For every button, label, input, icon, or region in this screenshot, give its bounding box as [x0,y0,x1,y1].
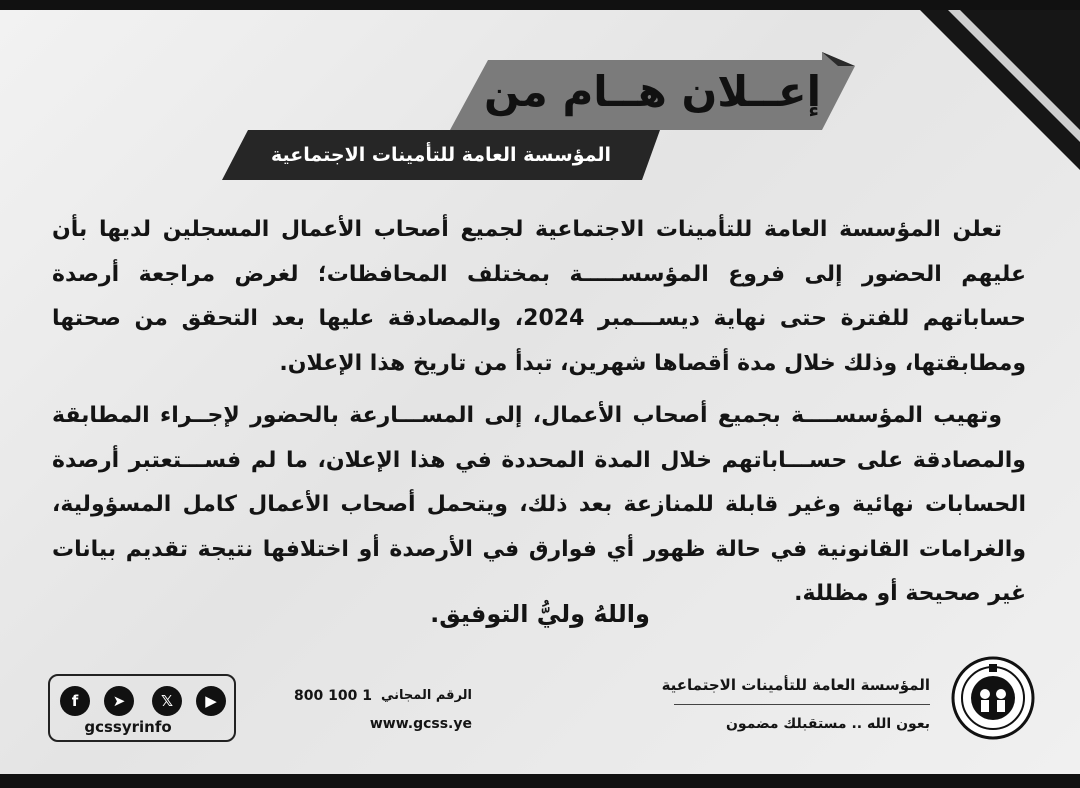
paragraph-1 [52,208,1026,386]
organization-subtitle: المؤسسة العامة للتأمينات الاجتماعية [271,144,611,166]
hotline-label: الرقم المجاني [381,688,472,703]
corner-decoration [920,10,1080,170]
x-icon[interactable]: 𝕏 [152,686,182,716]
footer-organization-name: المؤسسة العامة للتأمينات الاجتماعية [661,676,930,694]
title-banner [450,52,855,130]
top-border [0,0,1080,10]
paragraph-1-text: تعلن المؤسسة العامة للتأمينات الاجتماعية لجميع أصحاب الأعمال المسجلين لديها بأن عليهم الحضور إلى فروع المؤسســـــة بمختلف المحافظات؛ لغرض مراجعة أرصدة حساباتهم للفترة حتى نهاية ديســـمبر 2024، والمصادقة عليها بعد التحقق من صحتها ومطابقتها، وذلك خلال مدة أقصاها شهرين، تبدأ من تاريخ هذا الإعلان. [52,217,1026,376]
telegram-icon[interactable]: ➤ [104,686,134,716]
gcss-logo [951,656,1035,740]
bottom-border [0,774,1080,788]
paragraph-2-text: وتهيب المؤسســــة بجميع أصحاب الأعمال، إلى المســـارعة بالحضور لإجــراء المطابقة والمصادقة على حســـاباتهم خلال المدة المحددة في هذا الإعلان، ما لم فســـتعتبر أرصدة الحسابات نهائية وغير قابلة للمنازعة بعد ذلك، ويتحمل أصحاب الأعمال كامل المسؤولية، والغرامات القانونية في حالة ظهور أي فوارق في الأرصدة أو اختلافها نتيجة تقديم بيانات غير صحيحة أو مظللة. [52,403,1026,606]
announcement-title: إعــلان هــام من [484,66,821,116]
footer-slogan: بعون الله .. مستقبلك مضمون [725,716,930,732]
youtube-icon[interactable]: ▶ [196,686,226,716]
closing-line: واللهُ وليُّ التوفيق. [430,600,650,628]
social-handle: gcssyrinfo [84,718,172,736]
website-url: www.gcss.ye [369,716,472,732]
facebook-icon[interactable]: f [60,686,90,716]
hotline-number: 800 100 1 [294,688,372,704]
announcement-body [52,208,1026,617]
social-icons [56,686,236,718]
footer-divider [674,704,930,705]
subtitle-banner [222,130,660,180]
paragraph-2 [52,394,1026,617]
